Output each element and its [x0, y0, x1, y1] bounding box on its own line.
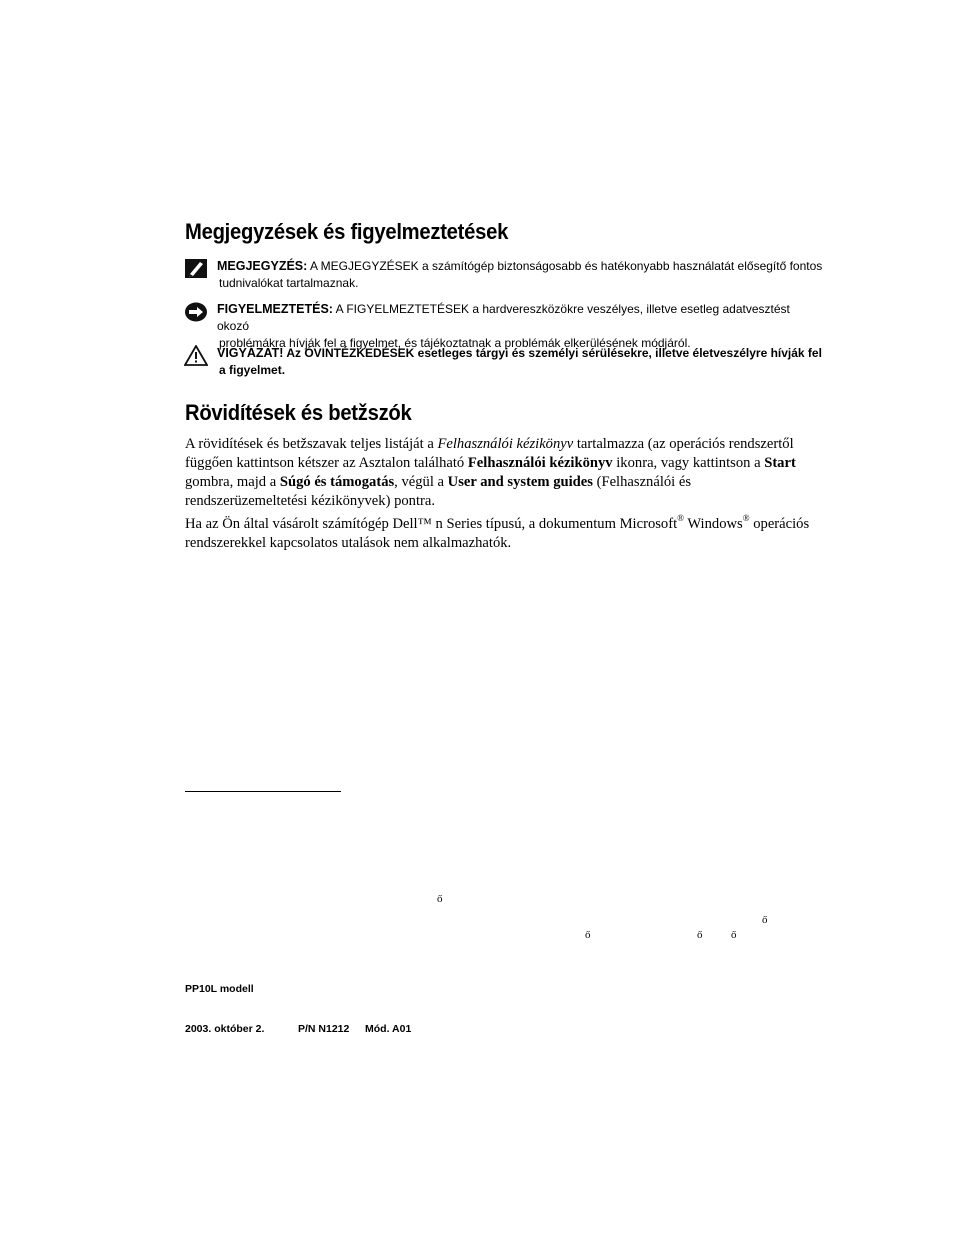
p1-text-k: (Felhasználói és rendszerüzemeltetési kézikönyvek) pontra. [185, 474, 692, 509]
caution-block [184, 345, 824, 379]
publication-date: 2003. október 2. [185, 1023, 265, 1035]
section-heading-notes: Megjegyzések és figyelmeztetések [185, 219, 509, 244]
note-label: MEGJEGYZÉS: [217, 259, 308, 273]
stray-glyph: ő [585, 929, 591, 941]
caution-warning-icon [184, 345, 208, 367]
note-text: A MEGJEGYZÉSEK a számítógép biztonságosabb és hatékonyabb használatát elősegítő fontos [307, 259, 823, 273]
abbreviations-paragraph [185, 435, 810, 511]
p2-text-b: Windows [683, 516, 743, 532]
stray-glyph: ő [762, 914, 768, 926]
p1-start-bold: Start [764, 455, 796, 471]
p2-registered-mark: ® [677, 513, 684, 524]
revision: Mód. A01 [365, 1023, 412, 1035]
p1-text-e: ikonra, vagy kattintson a [612, 455, 765, 471]
caution-label: VIGYÁZAT! [217, 346, 284, 360]
footnote-divider [185, 791, 341, 792]
notice-text-cont: problémákra hívják fel a figyelmet, és tájékoztatnak a problémák elkerülésének módjáról. [219, 336, 691, 350]
note-block [184, 258, 824, 292]
p1-user-guide-bold: Felhasználói kézikönyv [467, 455, 613, 471]
p2-text-a: Ha az Ön által vásárolt számítógép Dell™ n Series típusú, a dokumentum Microsoft [185, 516, 678, 532]
p1-help-support-bold: Súgó és támogatás [279, 474, 395, 490]
n-series-paragraph [185, 515, 810, 553]
p2-text-c: operációs rendszerekkel kapcsolatos utalások nem alkalmazhatók. [185, 516, 810, 551]
p1-text-i: , végül a [394, 474, 448, 490]
p1-text-a: A rövidítések és betžszavak teljes listáját a [185, 436, 438, 452]
section-heading-abbreviations: Rövidítések és betžszók [185, 400, 412, 425]
p1-text-g: gombra, majd a [185, 474, 280, 490]
note-text-cont: tudnivalókat tartalmaznak. [219, 276, 359, 290]
model-number: PP10L modell [185, 983, 254, 995]
notice-label: FIGYELMEZTETÉS: [217, 302, 333, 316]
p1-text-c: tartalmazza (az operációs rendszertől függően kattintson kétszer az Asztalon található [185, 436, 794, 471]
notice-hand-icon [184, 301, 208, 323]
note-pencil-icon [184, 258, 208, 280]
p2-registered-mark: ® [742, 513, 750, 524]
stray-glyph: ő [731, 929, 737, 941]
stray-glyph: ő [437, 893, 443, 905]
notice-text: A FIGYELMEZTETÉSEK a hardvereszközökre veszélyes, illetve esetleg adatvesztést okozó [217, 302, 790, 333]
stray-glyph: ő [697, 929, 703, 941]
part-number: P/N N1212 [298, 1023, 350, 1035]
p1-user-system-guides-bold: User and system guides [447, 474, 593, 490]
caution-text: Az ÓVINTÉZKEDÉSEK esetleges tárgyi és személyi sérülésekre, illetve életveszélyre hívják fel [283, 346, 822, 360]
p1-user-guide-italic: Felhasználói kézikönyv [437, 436, 574, 452]
caution-text-cont: a figyelmet. [219, 363, 286, 377]
